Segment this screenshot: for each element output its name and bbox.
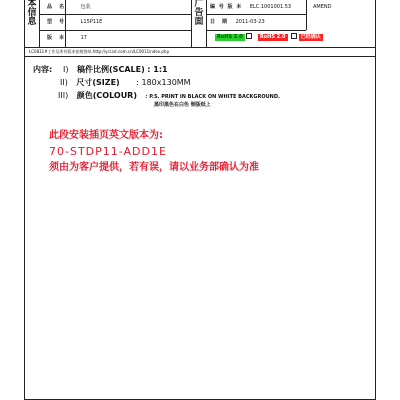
notice-line2: 须由为客户提供，若有误，请以业务部确认为准 xyxy=(49,162,259,173)
tag-row xyxy=(215,33,323,41)
spec-value: : 1:1 xyxy=(147,65,168,74)
spec-value: : 180x130MM xyxy=(136,78,191,87)
spec-row-size xyxy=(60,78,191,88)
spec-row-scale xyxy=(63,65,168,75)
checkbox-icon[interactable] xyxy=(291,33,297,39)
amend-label: AMEND xyxy=(313,4,332,10)
row-product-name xyxy=(47,4,91,11)
value-product-name: 包装 xyxy=(80,4,91,10)
spec-intro xyxy=(33,65,52,75)
row-model xyxy=(47,19,102,26)
rohs-green-tag: RoHS 2.0 xyxy=(217,33,243,40)
side-title-right xyxy=(192,0,206,27)
value-code-version: ELC.1001001.53 xyxy=(249,4,292,10)
label-version: 版 本 xyxy=(47,35,66,41)
confirmed-tag: 已经确认 xyxy=(300,33,321,40)
notice-code: 70-STDP11-ADD1E xyxy=(49,145,167,158)
value-date: 2011-03-23 xyxy=(235,19,265,25)
side-title-char: 广 xyxy=(194,0,204,9)
side-title-left xyxy=(25,0,39,27)
spec-num: III) xyxy=(58,91,69,100)
spec-num: I) xyxy=(63,65,69,74)
label-product-name: 品 名 xyxy=(47,4,66,10)
spec-name: 尺寸(SIZE) xyxy=(76,78,120,87)
label-model: 型 号 xyxy=(47,19,66,25)
value-version: 17 xyxy=(80,35,87,41)
spec-row-colour-cn: 黑印黑色在白色 铜版纸上 xyxy=(154,102,211,108)
document-sheet xyxy=(24,0,376,400)
value-model: L15P11E xyxy=(80,19,103,25)
notice-line1: 此段安装插页英文版本为: xyxy=(49,130,163,141)
side-title-char: 告 xyxy=(194,8,204,18)
spec-name: 颜色(COLOUR) xyxy=(76,91,138,100)
side-title-char: 息 xyxy=(27,17,37,27)
side-title-char: 信 xyxy=(27,8,37,18)
header-note: LC0811#工作及所有版本按照图纸.http://ycl.ist.com.cn/LC0011index.php xyxy=(29,49,169,54)
spec-value: : P.S. PRINT IN BLACK ON WHITE BACKGROUND. xyxy=(145,94,280,100)
header-table xyxy=(25,0,375,48)
label-code-version: 编 号 版 本 xyxy=(210,4,243,10)
row-date xyxy=(210,19,265,26)
checkbox-icon[interactable] xyxy=(246,33,252,39)
rohs-red-tag: RoHS 2.0 xyxy=(259,33,286,40)
spec-name: 稿件比例(SCALE) xyxy=(77,65,145,74)
side-title-char: 本 xyxy=(27,0,37,9)
spec-num: II) xyxy=(60,78,68,87)
row-code-version xyxy=(210,4,291,11)
row-version xyxy=(47,35,87,42)
spec-intro-label: 内容: xyxy=(33,65,53,74)
side-title-char: 面 xyxy=(194,17,204,27)
label-date: 日 期 xyxy=(210,19,229,25)
